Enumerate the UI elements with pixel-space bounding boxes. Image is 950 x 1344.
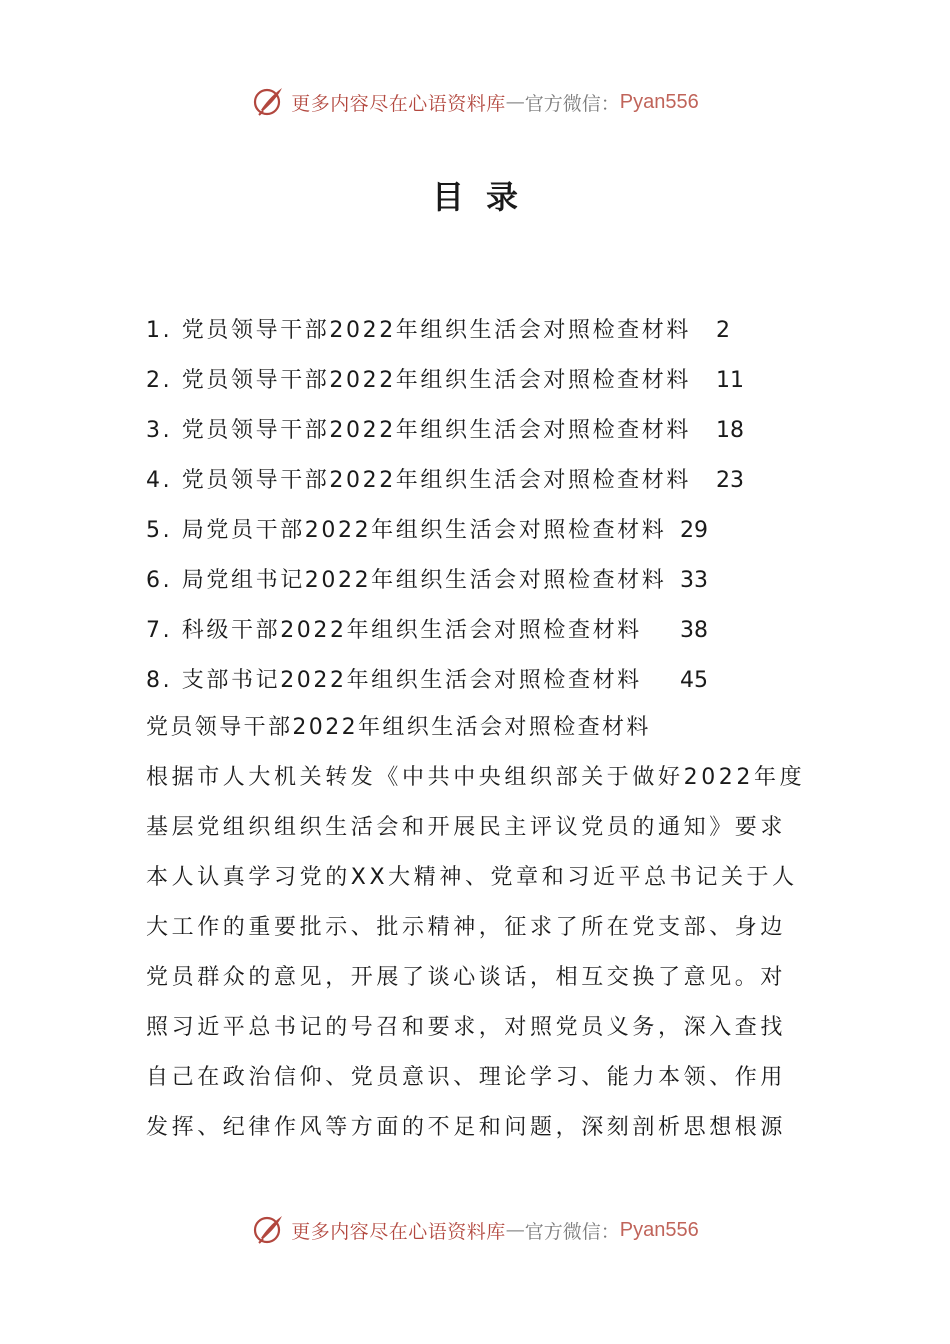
toc-entry-number: 7.	[146, 618, 173, 643]
toc-entry-title: 党员领导干部2022年组织生活会对照检查材料	[181, 468, 691, 493]
table-of-contents	[146, 306, 826, 706]
toc-entry-title: 局党组书记2022年组织生活会对照检查材料	[181, 568, 667, 593]
quill-pen-logo-icon	[251, 84, 287, 120]
toc-entry-number: 3.	[146, 418, 173, 443]
toc-entry[interactable]	[146, 506, 826, 556]
toc-entry-page: 2	[716, 318, 730, 343]
paragraph-line: 党员群众的意见，开展了谈心谈话，相互交换了意见。对	[146, 965, 787, 990]
toc-entry-number: 2.	[146, 368, 173, 393]
toc-entry-page: 45	[680, 668, 708, 693]
toc-entry-page: 33	[680, 568, 708, 593]
banner-wechat-id: Pyan556	[619, 90, 699, 113]
toc-entry[interactable]	[146, 656, 826, 706]
paragraph-line: 发挥、纪律作风等方面的不足和问题，深刻剖析思想根源	[146, 1115, 787, 1140]
toc-entry[interactable]	[146, 356, 826, 406]
toc-entry-page: 38	[680, 618, 708, 643]
banner-slogan: 更多内容尽在心语资料库	[291, 92, 506, 115]
toc-entry-number: 4.	[146, 468, 173, 493]
quill-pen-logo-icon	[251, 1212, 287, 1248]
paragraph-line: 大工作的重要批示、批示精神，征求了所在党支部、身边	[146, 915, 787, 940]
toc-entry-number: 8.	[146, 668, 173, 693]
paragraph-line: 本人认真学习党的XX大精神、党章和习近平总书记关于人	[146, 865, 798, 890]
toc-entry-number: 5.	[146, 518, 173, 543]
toc-entry[interactable]	[146, 556, 826, 606]
toc-entry-number: 6.	[146, 568, 173, 593]
paragraph-line: 照习近平总书记的号召和要求，对照党员义务，深入查找	[146, 1015, 787, 1040]
banner-separator: —	[505, 91, 525, 113]
toc-entry-title: 党员领导干部2022年组织生活会对照检查材料	[181, 318, 691, 343]
paragraph-line: 自己在政治信仰、党员意识、理论学习、能力本领、作用	[146, 1065, 787, 1090]
section-heading: 党员领导干部2022年组织生活会对照检查材料	[146, 715, 651, 740]
toc-entry-page: 23	[716, 468, 744, 493]
footer-banner	[0, 1210, 950, 1250]
toc-entry-title: 支部书记2022年组织生活会对照检查材料	[181, 668, 642, 693]
toc-entry-title: 局党员干部2022年组织生活会对照检查材料	[181, 518, 667, 543]
header-banner	[0, 82, 950, 122]
toc-entry-title: 党员领导干部2022年组织生活会对照检查材料	[181, 368, 691, 393]
paragraph-line: 根据市人大机关转发《中共中央组织部关于做好2022年度	[146, 765, 806, 790]
banner-wechat-label: 官方微信：	[524, 92, 620, 115]
toc-entry-page: 11	[716, 368, 744, 393]
banner-separator: —	[505, 1219, 525, 1241]
toc-entry-page: 18	[716, 418, 744, 443]
toc-entry[interactable]	[146, 306, 826, 356]
toc-entry[interactable]	[146, 606, 826, 656]
toc-entry[interactable]	[146, 406, 826, 456]
toc-entry-page: 29	[680, 518, 708, 543]
page-title: 目录	[431, 178, 540, 216]
paragraph-line: 基层党组织组织生活会和开展民主评议党员的通知》要求	[146, 815, 787, 840]
toc-entry[interactable]	[146, 456, 826, 506]
section-body	[146, 703, 810, 1153]
toc-entry-title: 科级干部2022年组织生活会对照检查材料	[181, 618, 642, 643]
toc-entry-number: 1.	[146, 318, 173, 343]
banner-slogan: 更多内容尽在心语资料库	[291, 1220, 506, 1243]
banner-wechat-id: Pyan556	[619, 1218, 699, 1241]
banner-wechat-label: 官方微信：	[524, 1220, 620, 1243]
toc-entry-title: 党员领导干部2022年组织生活会对照检查材料	[181, 418, 691, 443]
